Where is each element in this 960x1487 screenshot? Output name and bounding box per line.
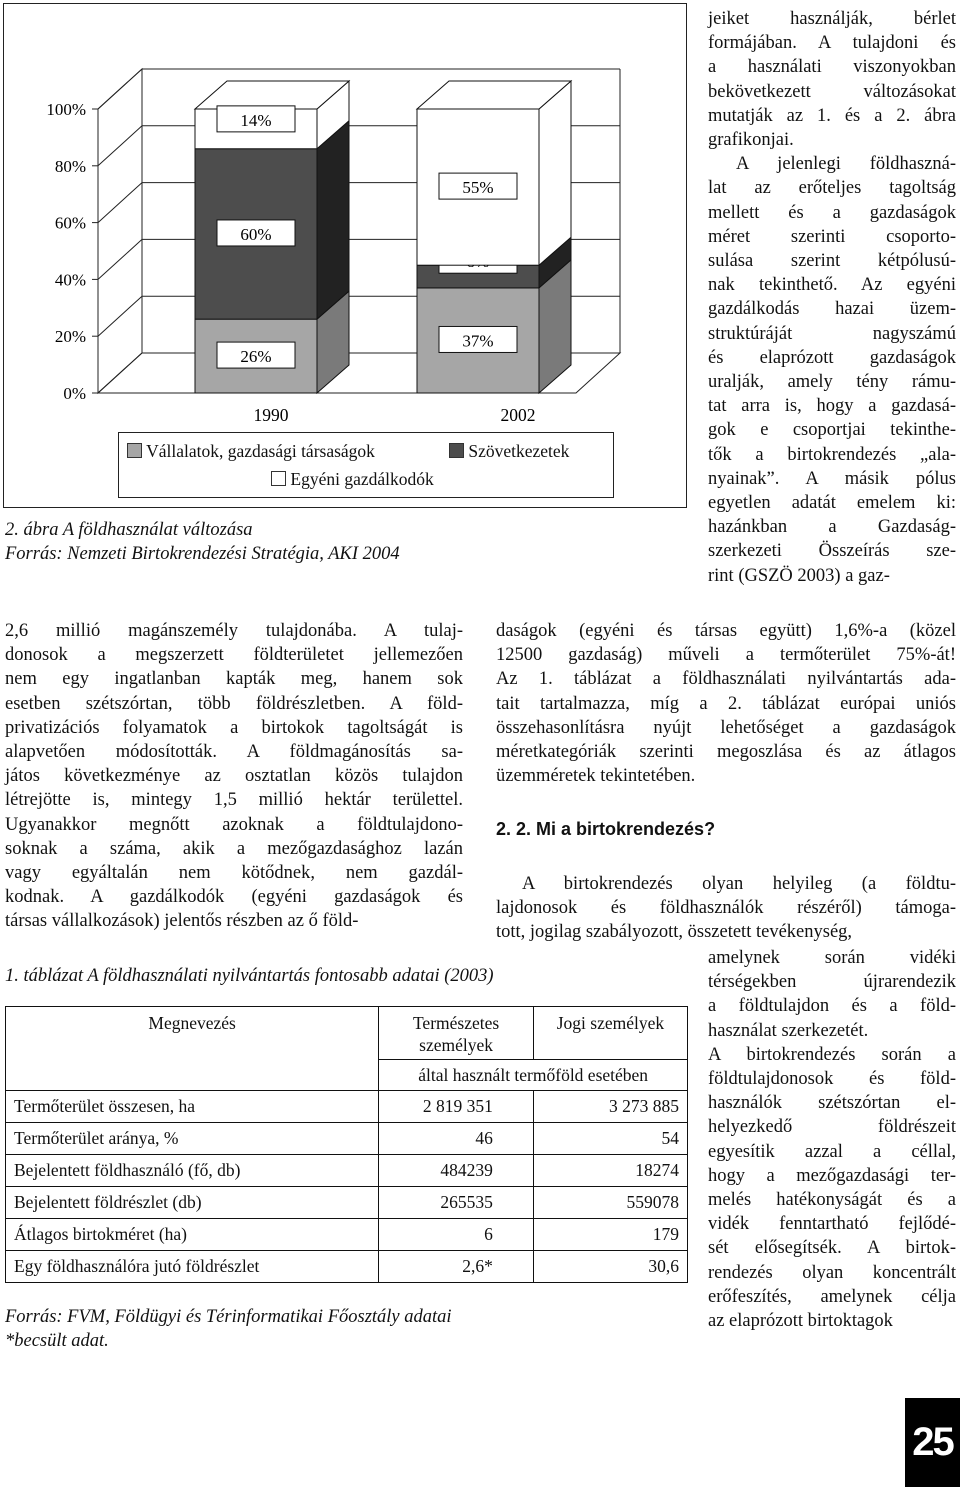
text-line: gazdálkodás hazai üzem- bbox=[708, 299, 956, 320]
text-line: nem egy ingatlanban kapták meg, hanem sok bbox=[5, 669, 463, 690]
text-line: struktúráját nagyszámú bbox=[708, 323, 956, 344]
legend-item-coops bbox=[449, 441, 569, 462]
text-line: méretkategóriák szerinti megoszlása és az átlagos bbox=[496, 742, 956, 763]
text-line: mutatják az 1. és a 2. ábra bbox=[708, 105, 956, 126]
data-label: 14% bbox=[240, 110, 272, 130]
y-tick-label: 100% bbox=[46, 100, 86, 119]
section-paragraph bbox=[496, 872, 956, 945]
text-line: sulása szerint kétpólusú- bbox=[708, 251, 956, 272]
header-legal-persons: Jogi személyek bbox=[533, 1007, 687, 1060]
row-value: 3 273 885 bbox=[533, 1091, 687, 1123]
text-line: alapvetően módosították. A földmagánosítás sa- bbox=[5, 742, 463, 763]
section-heading: 2. 2. Mi a birtokrendezés? bbox=[496, 819, 716, 839]
text-line: lajdonosok és földhasználók részéről) támoga- bbox=[496, 898, 956, 919]
text-line: rint (GSZÖ 2003) a gaz- bbox=[708, 565, 890, 586]
legend-label: Szövetkezetek bbox=[468, 441, 570, 461]
chart-legend bbox=[118, 432, 614, 498]
y-tick-label: 20% bbox=[54, 327, 86, 347]
table-row bbox=[6, 1219, 688, 1251]
legend-label: Egyéni gazdálkodók bbox=[290, 469, 434, 489]
text-line: kodnak. A gazdálkodók (egyéni gazdaságok és bbox=[5, 887, 463, 908]
text-line: rendezés olyan koncentrált bbox=[708, 1262, 956, 1283]
text-line: nyainak”. A másik pólus bbox=[708, 468, 956, 489]
legend-item-companies bbox=[127, 441, 375, 462]
table-source-text: Forrás: FVM, Földügyi és Térinformatikai Főosztály adatai bbox=[5, 1307, 452, 1327]
text-line: melés hatékonyságát és a bbox=[708, 1190, 956, 1211]
text-line: esetben szétszórtan, több földrészletben. A föld- bbox=[5, 693, 463, 714]
row-value: 179 bbox=[533, 1219, 687, 1251]
data-label: 60% bbox=[240, 224, 272, 244]
caption-title: 2. ábra A földhasználat változása bbox=[5, 520, 253, 540]
table-row bbox=[6, 1251, 688, 1283]
header-name: Megnevezés bbox=[6, 1007, 379, 1091]
text-line: A birtokrendezés során a bbox=[708, 1044, 956, 1065]
text-line: sét elősegítsék. A birtok- bbox=[708, 1238, 956, 1259]
text-line: A birtokrendezés olyan helyileg (a földtu- bbox=[522, 874, 956, 894]
text-line: összehasonlításra nyújt lehetőséget a gazdaságok bbox=[496, 717, 956, 738]
text-line: amelynek során vidéki bbox=[708, 948, 956, 968]
text-line: vagy egyáltalán nem kötődnek, nem gazdál- bbox=[5, 863, 463, 884]
text-line: uralják, amely tény rámu- bbox=[708, 372, 956, 393]
left-column-text bbox=[5, 619, 463, 934]
legend-swatch bbox=[127, 443, 142, 458]
table-header-row bbox=[6, 1007, 688, 1060]
y-tick-label: 80% bbox=[54, 156, 86, 176]
text-line: méret szerinti csoporto- bbox=[708, 226, 956, 247]
table-note: *becsült adat. bbox=[5, 1331, 109, 1351]
data-label: 37% bbox=[462, 331, 494, 351]
text-line: tott, jogilag szabályozott, összetett tevékenység, bbox=[496, 922, 853, 943]
text-line: tat arra is, hogy a gazdasá- bbox=[708, 396, 956, 417]
row-value: 484239 bbox=[379, 1155, 534, 1187]
legend-swatch bbox=[449, 443, 464, 458]
legend-label: Vállalatok, gazdasági társaságok bbox=[146, 441, 375, 461]
text-line: tők a birtokrendezés „ala- bbox=[708, 444, 956, 465]
text-line: helyezkedő földrészeit bbox=[708, 1117, 956, 1138]
text-line: formájában. A tulajdoni és bbox=[708, 33, 956, 54]
table-row bbox=[6, 1123, 688, 1155]
right-column-text-top bbox=[708, 7, 956, 588]
right-column-text-middle bbox=[496, 619, 956, 788]
text-line: 2,6 millió magánszemély tulajdonába. A tulaj- bbox=[5, 621, 463, 641]
row-value: 18274 bbox=[533, 1155, 687, 1187]
data-label: 55% bbox=[462, 178, 494, 198]
text-line: földtulajdonosok és föld- bbox=[708, 1069, 956, 1090]
text-line: szerkezeti Összeírás sze- bbox=[708, 541, 956, 562]
header-sub: által használt termőföld esetében bbox=[379, 1060, 688, 1091]
text-line: az elaprózott birtoktagok bbox=[708, 1311, 893, 1332]
row-value: 54 bbox=[533, 1123, 687, 1155]
text-line: A jelenlegi földhaszná- bbox=[736, 154, 956, 175]
right-column-text-bottom bbox=[708, 946, 956, 1333]
text-line: Ugyanakkor megnőtt azoknak a földtulajdono- bbox=[5, 814, 463, 835]
row-label: Egy földhasználóra jutó földrészlet bbox=[6, 1251, 379, 1283]
text-line: hogy a mezőgazdasági ter- bbox=[708, 1165, 956, 1186]
data-label: 26% bbox=[240, 347, 272, 367]
text-line: társas vállalkozások) jelentős részben az ő föld- bbox=[5, 911, 359, 932]
text-line: a földtulajdon és a föld- bbox=[708, 996, 956, 1017]
text-line: bekövetkezett változásokat bbox=[708, 81, 956, 102]
bar-side bbox=[539, 81, 571, 265]
text-line: mellett és a gazdaságok bbox=[708, 202, 956, 223]
y-tick-label: 60% bbox=[54, 213, 86, 233]
row-value: 2 819 351 bbox=[379, 1091, 534, 1123]
text-line: 12500 gazdaság) műveli a termőterület 75%-át! bbox=[496, 645, 956, 666]
y-tick-label: 40% bbox=[54, 270, 86, 290]
text-line: hazánkban a Gazdaság- bbox=[708, 517, 956, 538]
text-line: egyesítik azzal a céllal, bbox=[708, 1141, 956, 1162]
caption-source: Forrás: Nemzeti Birtokrendezési Stratégia, AKI 2004 bbox=[5, 544, 400, 564]
table-row bbox=[6, 1187, 688, 1219]
table-row bbox=[6, 1091, 688, 1123]
row-value: 46 bbox=[379, 1123, 534, 1155]
side-wall bbox=[98, 69, 142, 393]
text-line: a használati viszonyokban bbox=[708, 57, 956, 78]
text-line: nak tekinthető. Az egyéni bbox=[708, 275, 956, 296]
row-value: 6 bbox=[379, 1219, 534, 1251]
x-tick-label: 1990 bbox=[253, 405, 289, 425]
text-line: térségekben újrarendezik bbox=[708, 972, 956, 993]
text-line: játos következménye az osztatlan közös tulajdon bbox=[5, 766, 463, 787]
text-line: használat szerkezetét. bbox=[708, 1020, 869, 1041]
text-line: daságok (egyéni és társas együtt) 1,6%-a (közel bbox=[496, 621, 956, 641]
table-source bbox=[5, 1305, 452, 1353]
y-tick-label: 0% bbox=[63, 384, 86, 403]
row-label: Termőterület összesen, ha bbox=[6, 1091, 379, 1123]
text-line: jeiket használják, bérlet bbox=[708, 9, 956, 29]
page-number: 25 bbox=[905, 1398, 960, 1487]
text-line: egyetlen adatát emelem ki: bbox=[708, 493, 956, 514]
text-line: donosok a megszerzett földterületet jellemezően bbox=[5, 645, 463, 666]
row-label: Bejelentett földhasználó (fő, db) bbox=[6, 1155, 379, 1187]
text-line: tait tartalmazza, míg a 2. táblázat európai uniós bbox=[496, 693, 956, 714]
bar-side bbox=[317, 121, 349, 319]
x-tick-label: 2002 bbox=[500, 405, 536, 425]
row-value: 559078 bbox=[533, 1187, 687, 1219]
text-line: lat az erőteljes tagoltság bbox=[708, 178, 956, 199]
row-label: Átlagos birtokméret (ha) bbox=[6, 1219, 379, 1251]
text-line: erőfeszítés, amelynek célja bbox=[708, 1286, 956, 1307]
text-line: grafikonjai. bbox=[708, 130, 794, 151]
legend-item-individuals bbox=[271, 469, 434, 490]
row-value: 30,6 bbox=[533, 1251, 687, 1283]
text-line: privatizációs folyamatok a birtokok tagoltságát is bbox=[5, 717, 463, 738]
row-value: 265535 bbox=[379, 1187, 534, 1219]
text-line: használók szétszórtan el- bbox=[708, 1093, 956, 1114]
text-line: vidék fenntartható fejlődé- bbox=[708, 1214, 956, 1235]
data-table bbox=[5, 1006, 688, 1283]
text-line: üzemméretek tekintetében. bbox=[496, 766, 696, 787]
legend-swatch bbox=[271, 471, 286, 486]
header-natural-persons: Természetes személyek bbox=[379, 1007, 534, 1060]
text-line: soknak a száma, akik a mezőgazdasághoz lazán bbox=[5, 838, 463, 859]
text-line: és elaprózott gazdaságok bbox=[708, 347, 956, 368]
text-line: létrejötte is, mintegy 1,5 millió hektár területtel. bbox=[5, 790, 463, 811]
row-label: Termőterület aránya, % bbox=[6, 1123, 379, 1155]
text-line: Az 1. táblázat a földhasználati nyilvántartás ada- bbox=[496, 669, 956, 690]
row-label: Bejelentett földrészlet (db) bbox=[6, 1187, 379, 1219]
row-value: 2,6* bbox=[379, 1251, 534, 1283]
table-row bbox=[6, 1155, 688, 1187]
figure-caption bbox=[5, 518, 400, 566]
text-line: gok e csoportjai tekinthe- bbox=[708, 420, 956, 441]
table-title: 1. táblázat A földhasználati nyilvántartás fontosabb adatai (2003) bbox=[5, 966, 494, 986]
